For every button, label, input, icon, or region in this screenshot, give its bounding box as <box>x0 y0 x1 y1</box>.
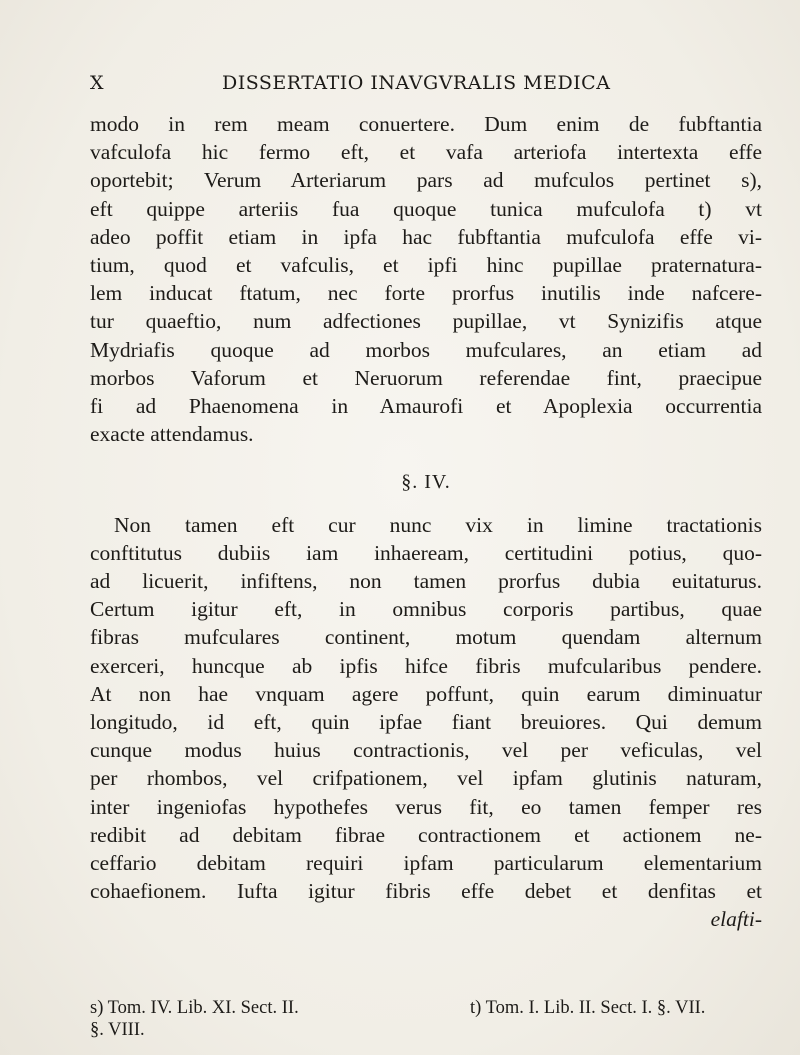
text-line: Non tamen eft cur nunc vix in limine tractationis <box>114 512 762 537</box>
text-line: At non hae vnquam agere poffunt, quin earum diminuatur <box>90 681 762 706</box>
running-head-title: DISSERTATIO INAVGVRALIS MEDICA <box>222 72 611 94</box>
text-line: ad licuerit, infiftens, non tamen prorfus dubia euitaturus. <box>90 569 762 594</box>
text-line: longitudo, id eft, quin ipfae fiant breuiores. Qui demum <box>90 710 762 735</box>
text-line: tium, quod et vafculis, et ipfi hinc pupillae praternatura- <box>90 253 762 278</box>
page-number: X <box>90 72 105 94</box>
footnotes <box>90 997 762 1041</box>
text-line: per rhombos, vel crifpationem, vel ipfam glutinis naturam, <box>90 766 762 791</box>
text-line: exacte attendamus. <box>90 422 254 447</box>
text-line: morbos Vaforum et Neruorum referendae fint, praecipue <box>90 365 762 390</box>
text-line: Certum igitur eft, in omnibus corporis partibus, quae <box>90 597 762 622</box>
text-line: Mydriafis quoque ad morbos mufculares, an etiam ad <box>90 337 762 362</box>
text-line: cohaefionem. Iufta igitur fibris effe debet et denfitas et <box>90 879 762 904</box>
footnote-s-continuation: §. VIII. <box>90 1020 145 1040</box>
footnote-s: s) Tom. IV. Lib. XI. Sect. II. <box>90 998 299 1018</box>
text-line: tur quaeftio, num adfectiones pupillae, vt Synizifis atque <box>90 309 762 334</box>
text-line: oportebit; Verum Arteriarum pars ad mufculos pertinet s), <box>90 168 762 193</box>
text-line: eft quippe arteriis fua quoque tunica mufculofa t) vt <box>90 196 762 221</box>
text-line: lem inducat ftatum, nec forte prorfus inutilis inde nafcere- <box>90 281 762 306</box>
footnote-t: t) Tom. I. Lib. II. Sect. I. §. VII. <box>470 998 706 1018</box>
text-line: conftitutus dubiis iam inhaeream, certitudini potius, quo- <box>90 540 762 565</box>
text-line: modo in rem meam conuertere. Dum enim de fubftantia <box>90 112 762 136</box>
text-line: exerceri, huncque ab ipfis hifce fibris mufcularibus pendere. <box>90 653 762 678</box>
text-line: cunque modus huius contractionis, vel per veficulas, vel <box>90 738 762 763</box>
text-line: ceffario debitam requiri ipfam particularum elementarium <box>90 851 762 876</box>
section-heading: §. IV. <box>401 471 451 494</box>
running-head <box>90 72 762 100</box>
catchword: elafti- <box>710 907 762 932</box>
paragraph-1 <box>90 110 762 448</box>
text-line: inter ingeniofas hypothefes verus fit, eo tamen femper res <box>90 794 762 819</box>
text-line: fibras mufculares continent, motum quendam alternum <box>90 625 762 650</box>
text-line: redibit ad debitam fibrae contractionem et actionem ne- <box>90 822 762 847</box>
text-line: adeo poffit etiam in ipfa hac fubftantia mufculofa effe vi- <box>90 224 762 249</box>
paragraph-2 <box>90 511 762 906</box>
body-text <box>90 110 762 934</box>
text-line: vafculofa hic fermo eft, et vafa arteriofa intertexta effe <box>90 140 762 165</box>
text-line: fi ad Phaenomena in Amaurofi et Apoplexia occurrentia <box>90 394 762 419</box>
footnote-row <box>90 997 762 1019</box>
